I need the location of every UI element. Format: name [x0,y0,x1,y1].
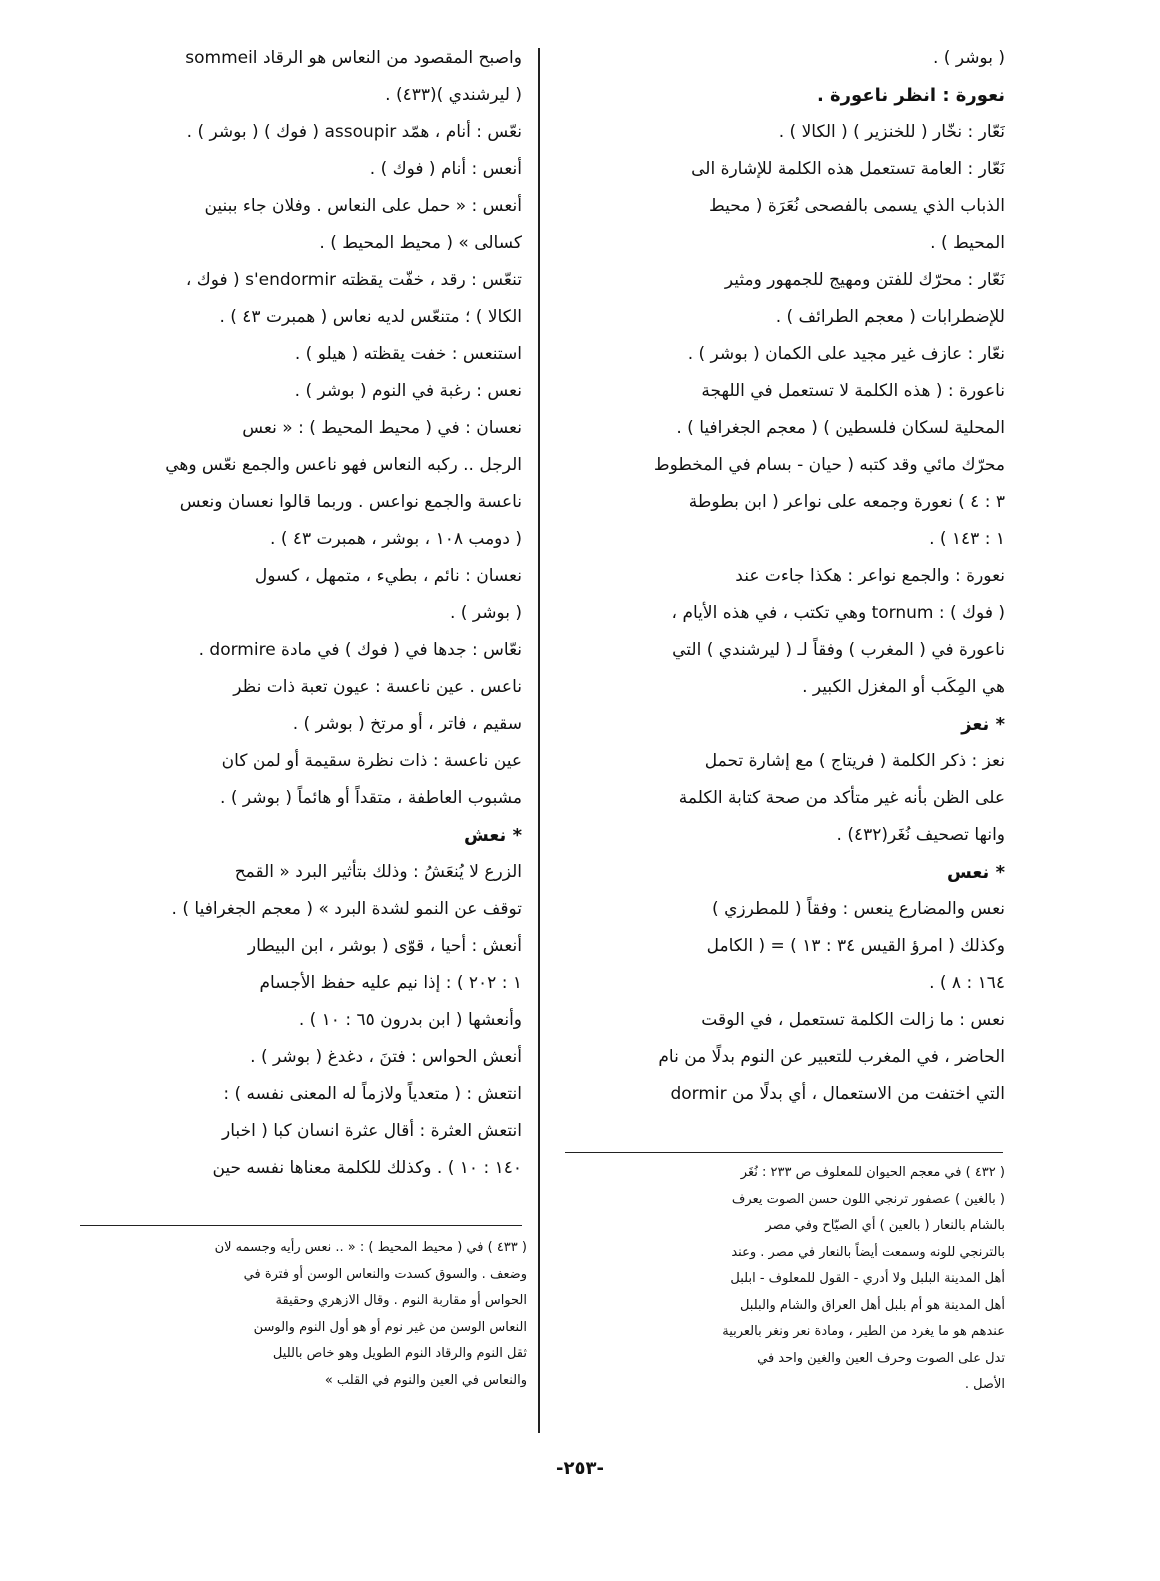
footnote-rule [80,1225,522,1226]
text-line: على الظن بأنه غير متأكد من صحة كتابة الكلمة [678,788,1005,808]
text-line: تنعّس : رقد ، خفّت يقظته s'endormir ( فوك ، [185,270,522,290]
text-line: أنعش : أحيا ، قوّى ( بوشر ، ابن البيطار [247,936,522,956]
text-line: المحلية لسكان فلسطين ) ( معجم الجغرافيا ) . [676,418,1005,438]
footnote-line: بالشام بالنعار ( بالعين ) أي الصيّاح وفي مصر [765,1218,1005,1233]
text-line: ١٤٠ : ١٠ ) . وكذلك للكلمة معناها نفسه حين [212,1158,522,1178]
footnote-line: أهل المدينة البلبل ولا أدري - القول للمعلوف - ابلبل [730,1271,1005,1286]
text-line: نعّار : عازف غير مجيد على الكمان ( بوشر ) . [687,344,1005,364]
text-line: كسالى » ( محيط المحيط ) . [319,233,522,253]
text-line: محرّك مائي وقد كتبه ( حيان - بسام في المخطوط [653,455,1005,475]
right-column [555,40,1005,1113]
text-line: ناعورة في ( المغرب ) وفقاً لـ ( ليرشندي ) التي [672,640,1005,660]
text-line: الذباب الذي يسمى بالفصحى نُعَرَة ( محيط [709,196,1005,216]
text-line: نعّس : أنام ، همّد assoupir ( فوك ) ( بوشر ) . [186,122,522,142]
footnote-line: عندهم هو ما يغرد من الطير ، ومادة نعر ونغر بالعربية [722,1324,1005,1339]
text-line: نعس : ما زالت الكلمة تستعمل ، في الوقت [701,1010,1005,1030]
root-heading: * نعس [946,862,1005,883]
text-line: ناعسة والجمع نواعس . وربما قالوا نعسان ونعس [179,492,522,512]
text-line: سقيم ، فاتر ، أو مرتخ ( بوشر ) . [292,714,522,734]
footnote-line: تدل على الصوت وحرف العين والغين واحد في [757,1350,1005,1366]
column-divider [538,48,540,1433]
page-number: -٢٥٣- [556,1458,604,1479]
text-line: واصبح المقصود من النعاس هو الرقاد sommeil [185,48,522,68]
text-line: استنعس : خفت يقظته ( هيلو ) . [294,344,522,364]
footnote-line: الحواس أو مقاربة النوم . وقال الازهري وحقيقة [275,1293,527,1308]
footnote-rule [565,1152,1003,1153]
footnote-line: الأصل . [964,1377,1005,1392]
text-line: ٣ : ٤ ) نعورة وجمعه على نواعر ( ابن بطوطة [688,492,1005,512]
text-line: توقف عن النمو لشدة البرد » ( معجم الجغرافيا ) . [171,899,522,919]
text-line: عين ناعسة : ذات نظرة سقيمة أو لمن كان [221,751,522,771]
text-line: أنعس : « حمل على النعاس . وفلان جاء ببنين [204,196,522,216]
footnote-433 [60,1235,527,1394]
text-line: الحاضر ، في المغرب للتعبير عن النوم بدلًا من نام [658,1047,1005,1067]
text-line: ١٦٤ : ٨ ) . [929,973,1005,993]
text-line: وكذلك ( امرؤ القيس ٣٤ : ١٣ ) = ( الكامل [706,936,1005,956]
text-line: ( بوشر ) . [932,48,1005,68]
left-column [60,40,522,1187]
text-line: نعورة : والجمع نواعر : هكذا جاءت عند [735,566,1005,586]
root-heading: * نعش [463,825,522,846]
text-line: مشبوب العاطفة ، متقداً أو هائماً ( بوشر ) . [220,788,522,808]
text-line: نعّاس : جدها في ( فوك ) في مادة dormire . [198,640,522,660]
footnote-line: والنعاس في العين والنوم في القلب » [324,1372,527,1388]
text-line: وأنعشها ( ابن بدرون ٦٥ : ١٠ ) . [298,1010,522,1030]
text-line: التي اختفت من الاستعمال ، أي بدلًا من dormir [670,1084,1005,1104]
text-line: ١ : ٢٠٢ ) : إذا نيم عليه حفظ الأجسام [259,973,522,993]
text-line: نَعّار : محرّك للفتن ومهيج للجمهور ومثير [724,270,1005,290]
text-line: ( فوك ) : tornum وهي تكتب ، في هذه الأيام ، [671,603,1005,623]
text-line: نعسان : نائم ، بطيء ، متمهل ، كسول [254,566,522,586]
text-line: هي المِكَب أو المغزل الكبير . [802,677,1005,697]
text-line: نعز : ذكر الكلمة ( فريتاج ) مع إشارة تحمل [704,751,1005,771]
text-line: الزرع لا يُنعَشُ : وذلك بتأثير البرد « القمح [234,862,522,882]
text-line: نعس : رغبة في النوم ( بوشر ) . [294,381,522,401]
root-heading: * نعز [961,714,1005,735]
footnote-line: وضعف . والسوق كسدت والنعاس الوسن أو فترة في [243,1266,527,1282]
footnote-line: بالترنجي للونه وسمعت أيضاً بالنعار في مصر . وعند [731,1244,1005,1260]
text-line: نعس والمضارع ينعس : وفقاً ( للمطرزي ) [712,899,1005,919]
text-line: وانها تصحيف نُغَر(٤٣٢) . [836,825,1005,845]
text-line: انتعش العثرة : أقال عثرة انسان كبا ( اخبار [222,1121,522,1141]
text-line: ( ليرشندي )(٤٣٣) . [385,85,522,105]
entry-line: نعورة : انظر ناعورة . [816,85,1005,106]
text-line: الرجل .. ركبه النعاس فهو ناعس والجمع نعّس وهي [165,455,522,475]
text-line: أنعش الحواس : فتنَ ، دغدغ ( بوشر ) . [250,1047,522,1067]
text-line: ١ : ١٤٣ ) . [929,529,1005,549]
text-line: ( دومب ١٠٨ ، بوشر ، همبرت ٤٣ ) . [270,529,522,549]
text-line: ناعورة : ( هذه الكلمة لا تستعمل في اللهجة [701,381,1005,401]
text-line: للإضطرابات ( معجم الطرائف ) . [775,307,1005,327]
text-line: المحيط ) . [930,233,1005,253]
text-line: نَعّار : نخّار ( للخنزير ) ( الكالا ) . [778,122,1005,142]
footnote-line: النعاس الوسن من غير نوم أو هو أول النوم والوسن [253,1319,527,1335]
footnote-line: ثقل النوم والرقاد النوم الطويل وهو خاص بالليل [272,1346,527,1361]
footnote-line: ( بالغين ) عصفور ترنجي اللون حسن الصوت يعرف [731,1191,1005,1207]
text-line: نَعّار : العامة تستعمل هذه الكلمة للإشارة الى [691,159,1005,179]
text-line: أنعس : أنام ( فوك ) . [369,159,522,179]
text-line: ناعس . عين ناعسة : عيون تعبة ذات نظر [233,677,522,697]
footnote-line: أهل المدينة هو أم بلبل أهل العراق والشام والبلبل [739,1297,1005,1313]
text-line: الكالا ) ؛ متنعّس لديه نعاس ( همبرت ٤٣ ) . [219,307,522,327]
text-line: انتعش : ( متعدياً ولازماً له المعنى نفسه ) : [223,1084,522,1104]
text-line: نعسان : في ( محيط المحيط ) : « نعس [242,418,522,438]
text-line: ( بوشر ) . [449,603,522,623]
footnote-line: ( ٤٣٣ ) في ( محيط المحيط ) : « .. نعس رأيه وجسمه لان [214,1240,527,1255]
footnote-line: ( ٤٣٢ ) في معجم الحيوان للمعلوف ص ٢٣٣ : نُغَر [740,1165,1005,1180]
footnote-432 [560,1160,1005,1399]
